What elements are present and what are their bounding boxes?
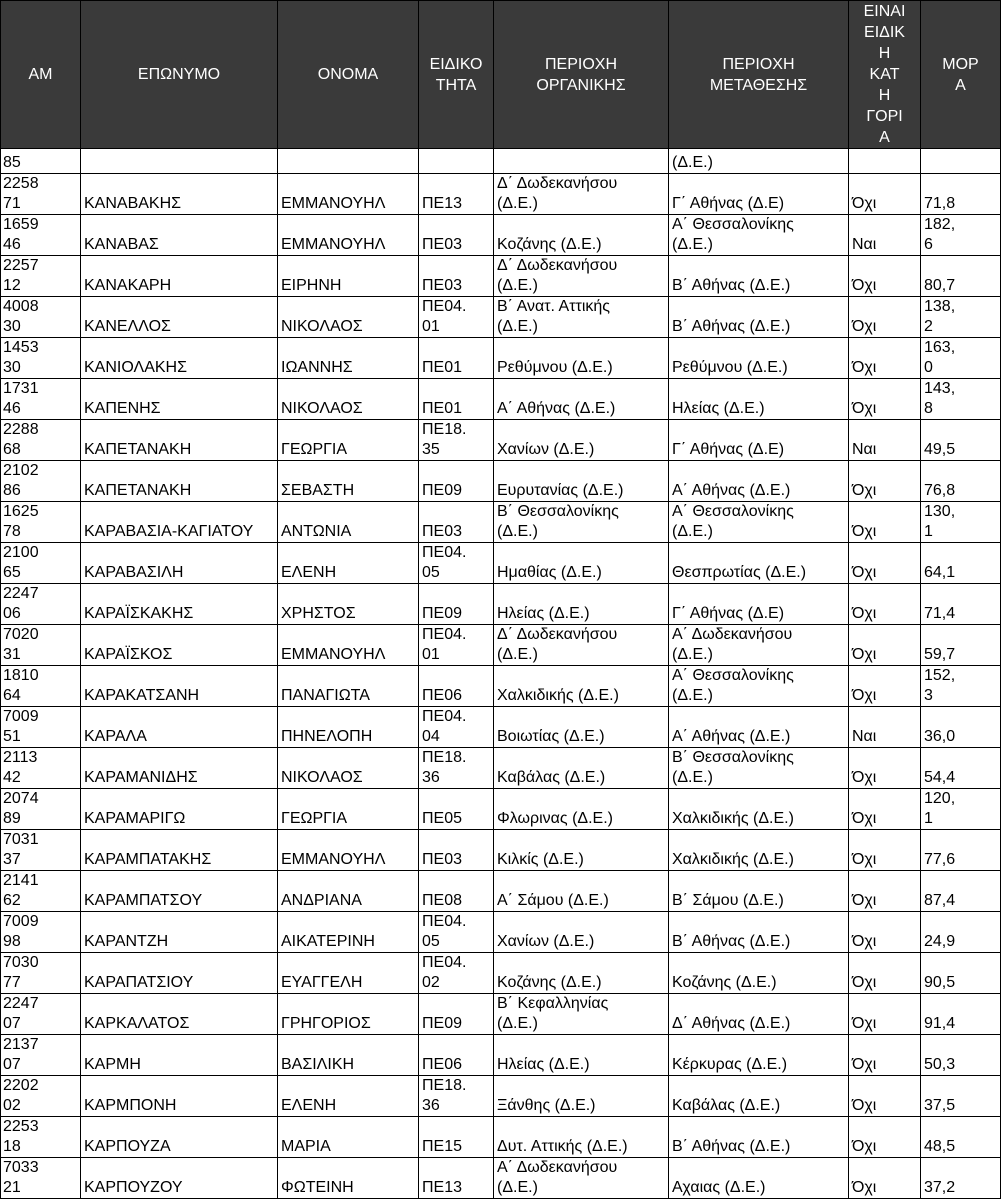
cell-points: 91,4 (921, 994, 1001, 1035)
cell-name: ΕΛΕΝΗ (278, 543, 419, 584)
cell-am: 7009 98 (1, 912, 81, 953)
cell-organic-area: Χανίων (Δ.Ε.) (494, 912, 669, 953)
cell-special-category: Όχι (849, 1076, 921, 1117)
cell-name: ΝΙΚΟΛΑΟΣ (278, 297, 419, 338)
cell-special-category: Ναι (849, 707, 921, 748)
header-special-category: ΕΙΝΑΙ ΕΙΔΙΚ Η ΚΑΤ Η ΓΟΡΙ Α (849, 1, 921, 149)
cell-special-category: Όχι (849, 543, 921, 584)
cell-special-category (849, 149, 921, 174)
cell-surname: ΚΑΝΑΒΑΚΗΣ (81, 174, 278, 215)
cell-specialty: ΠΕ09 (419, 994, 494, 1035)
cell-organic-area: Ηλείας (Δ.Ε.) (494, 1035, 669, 1076)
cell-name: ΠΗΝΕΛΟΠΗ (278, 707, 419, 748)
cell-surname: ΚΑΝΑΚΑΡΗ (81, 256, 278, 297)
cell-am: 2102 86 (1, 461, 81, 502)
cell-organic-area (494, 149, 669, 174)
cell-surname: ΚΑΡΑΛΑ (81, 707, 278, 748)
cell-transfer-area: Κέρκυρας (Δ.Ε.) (669, 1035, 849, 1076)
cell-points: 36,0 (921, 707, 1001, 748)
cell-transfer-area: Β΄ Αθήνας (Δ.Ε.) (669, 912, 849, 953)
cell-organic-area: Ξάνθης (Δ.Ε.) (494, 1076, 669, 1117)
header-organic-area: ΠΕΡΙΟΧΗ ΟΡΓΑΝΙΚΗΣ (494, 1, 669, 149)
cell-points: 49,5 (921, 420, 1001, 461)
cell-surname: ΚΑΡΑΒΑΣΙΑ-ΚΑΓΙΑΤΟΥ (81, 502, 278, 543)
cell-specialty: ΠΕ04. 01 (419, 297, 494, 338)
cell-points: 138, 2 (921, 297, 1001, 338)
cell-name (278, 149, 419, 174)
cell-name: ΑΝΔΡΙΑΝΑ (278, 871, 419, 912)
cell-am: 1659 46 (1, 215, 81, 256)
cell-special-category: Όχι (849, 1117, 921, 1158)
cell-specialty: ΠΕ04. 05 (419, 912, 494, 953)
cell-surname: ΚΑΡΑΜΑΝΙΔΗΣ (81, 748, 278, 789)
cell-special-category: Όχι (849, 379, 921, 420)
cell-am: 2253 18 (1, 1117, 81, 1158)
cell-points: 152, 3 (921, 666, 1001, 707)
cell-specialty: ΠΕ01 (419, 379, 494, 420)
cell-am: 1731 46 (1, 379, 81, 420)
cell-transfer-area: Β΄ Αθήνας (Δ.Ε.) (669, 1117, 849, 1158)
cell-transfer-area: Α΄ Δωδεκανήσου (Δ.Ε.) (669, 625, 849, 666)
cell-points (921, 149, 1001, 174)
cell-specialty: ΠΕ01 (419, 338, 494, 379)
table-row (1, 543, 1001, 584)
cell-name: ΕΜΜΑΝΟΥΗΛ (278, 215, 419, 256)
header-points: ΜΟΡ Α (921, 1, 1001, 149)
table-row (1, 748, 1001, 789)
cell-surname: ΚΑΡΚΑΛΑΤΟΣ (81, 994, 278, 1035)
cell-transfer-area: Β΄ Αθήνας (Δ.Ε.) (669, 256, 849, 297)
cell-am: 2258 71 (1, 174, 81, 215)
cell-surname: ΚΑΝΕΛΛΟΣ (81, 297, 278, 338)
cell-transfer-area: Α΄ Αθήνας (Δ.Ε.) (669, 707, 849, 748)
cell-organic-area: Ημαθίας (Δ.Ε.) (494, 543, 669, 584)
cell-am: 2074 89 (1, 789, 81, 830)
cell-surname: ΚΑΡΑΜΠΑΤΑΚΗΣ (81, 830, 278, 871)
cell-special-category: Ναι (849, 215, 921, 256)
cell-name: ΕΙΡΗΝΗ (278, 256, 419, 297)
cell-points: 120, 1 (921, 789, 1001, 830)
cell-surname: ΚΑΡΑΪΣΚΟΣ (81, 625, 278, 666)
cell-points: 163, 0 (921, 338, 1001, 379)
cell-surname (81, 149, 278, 174)
cell-organic-area: Κοζάνης (Δ.Ε.) (494, 215, 669, 256)
cell-organic-area: Βοιωτίας (Δ.Ε.) (494, 707, 669, 748)
table-row (1, 149, 1001, 174)
cell-organic-area: Χαλκιδικής (Δ.Ε.) (494, 666, 669, 707)
cell-transfer-area: (Δ.Ε.) (669, 149, 849, 174)
cell-special-category: Όχι (849, 461, 921, 502)
table-row (1, 461, 1001, 502)
table-row (1, 420, 1001, 461)
cell-organic-area: Β΄ Ανατ. Αττικής (Δ.Ε.) (494, 297, 669, 338)
cell-specialty: ΠΕ03 (419, 215, 494, 256)
cell-transfer-area: Χαλκιδικής (Δ.Ε.) (669, 789, 849, 830)
cell-organic-area: Δ΄ Δωδεκανήσου (Δ.Ε.) (494, 625, 669, 666)
cell-name: ΝΙΚΟΛΑΟΣ (278, 379, 419, 420)
cell-name: ΣΕΒΑΣΤΗ (278, 461, 419, 502)
header-specialty: ΕΙΔΙΚΟ ΤΗΤΑ (419, 1, 494, 149)
cell-organic-area: Β΄ Κεφαλληνίας (Δ.Ε.) (494, 994, 669, 1035)
cell-name: ΓΕΩΡΓΙΑ (278, 789, 419, 830)
cell-special-category: Όχι (849, 953, 921, 994)
table-row (1, 912, 1001, 953)
cell-transfer-area: Γ΄ Αθήνας (Δ.Ε) (669, 420, 849, 461)
table-row (1, 666, 1001, 707)
cell-points: 80,7 (921, 256, 1001, 297)
cell-organic-area: Δυτ. Αττικής (Δ.Ε.) (494, 1117, 669, 1158)
cell-points: 77,6 (921, 830, 1001, 871)
cell-transfer-area: Αχαιας (Δ.Ε.) (669, 1158, 849, 1199)
cell-surname: ΚΑΡΑΝΤΖΗ (81, 912, 278, 953)
cell-points: 182, 6 (921, 215, 1001, 256)
cell-points: 24,9 (921, 912, 1001, 953)
cell-name: ΑΝΤΩΝΙΑ (278, 502, 419, 543)
cell-am: 2137 07 (1, 1035, 81, 1076)
cell-points: 90,5 (921, 953, 1001, 994)
cell-special-category: Όχι (849, 1158, 921, 1199)
cell-name: ΕΜΜΑΝΟΥΗΛ (278, 830, 419, 871)
cell-specialty: ΠΕ06 (419, 666, 494, 707)
cell-surname: ΚΑΠΕΤΑΝΑΚΗ (81, 420, 278, 461)
cell-surname: ΚΑΡΠΟΥΖΟΥ (81, 1158, 278, 1199)
cell-name: ΝΙΚΟΛΑΟΣ (278, 748, 419, 789)
cell-specialty: ΠΕ04. 05 (419, 543, 494, 584)
cell-specialty: ΠΕ03 (419, 256, 494, 297)
cell-special-category: Ναι (849, 420, 921, 461)
cell-special-category: Όχι (849, 748, 921, 789)
cell-special-category: Όχι (849, 502, 921, 543)
cell-transfer-area: Α΄ Θεσσαλονίκης (Δ.Ε.) (669, 666, 849, 707)
table-body (1, 149, 1001, 1199)
cell-special-category: Όχι (849, 912, 921, 953)
cell-special-category: Όχι (849, 625, 921, 666)
cell-transfer-area: Β΄ Θεσσαλονίκης (Δ.Ε.) (669, 748, 849, 789)
cell-transfer-area: Θεσπρωτίας (Δ.Ε.) (669, 543, 849, 584)
cell-transfer-area: Β΄ Αθήνας (Δ.Ε.) (669, 297, 849, 338)
cell-organic-area: Δ΄ Δωδεκανήσου (Δ.Ε.) (494, 256, 669, 297)
cell-name: ΕΜΜΑΝΟΥΗΛ (278, 625, 419, 666)
cell-points: 143, 8 (921, 379, 1001, 420)
cell-special-category: Όχι (849, 1035, 921, 1076)
table-row (1, 830, 1001, 871)
cell-organic-area: Χανίων (Δ.Ε.) (494, 420, 669, 461)
cell-specialty: ΠΕ08 (419, 871, 494, 912)
cell-transfer-area: Α΄ Θεσσαλονίκης (Δ.Ε.) (669, 215, 849, 256)
cell-name: ΒΑΣΙΛΙΚΗ (278, 1035, 419, 1076)
cell-am: 2113 42 (1, 748, 81, 789)
table-row (1, 1158, 1001, 1199)
table-row (1, 1117, 1001, 1158)
cell-surname: ΚΑΠΕΤΑΝΑΚΗ (81, 461, 278, 502)
header-name: ΟΝΟΜΑ (278, 1, 419, 149)
cell-special-category: Όχι (849, 174, 921, 215)
cell-am: 7033 21 (1, 1158, 81, 1199)
cell-am: 4008 30 (1, 297, 81, 338)
header-transfer-area: ΠΕΡΙΟΧΗ ΜΕΤΑΘΕΣΗΣ (669, 1, 849, 149)
cell-special-category: Όχι (849, 297, 921, 338)
cell-specialty: ΠΕ04. 02 (419, 953, 494, 994)
cell-name: ΕΜΜΑΝΟΥΗΛ (278, 174, 419, 215)
cell-points: 48,5 (921, 1117, 1001, 1158)
cell-am: 85 (1, 149, 81, 174)
cell-organic-area: Ηλείας (Δ.Ε.) (494, 584, 669, 625)
cell-transfer-area: Καβάλας (Δ.Ε.) (669, 1076, 849, 1117)
cell-am: 2100 65 (1, 543, 81, 584)
cell-surname: ΚΑΡΑΒΑΣΙΛΗ (81, 543, 278, 584)
cell-am: 2141 62 (1, 871, 81, 912)
cell-specialty: ΠΕ15 (419, 1117, 494, 1158)
table-row (1, 297, 1001, 338)
table-row (1, 174, 1001, 215)
cell-points: 37,2 (921, 1158, 1001, 1199)
table-row (1, 871, 1001, 912)
cell-transfer-area: Ηλείας (Δ.Ε.) (669, 379, 849, 420)
cell-am: 7009 51 (1, 707, 81, 748)
cell-specialty: ΠΕ05 (419, 789, 494, 830)
cell-name: ΧΡΗΣΤΟΣ (278, 584, 419, 625)
cell-special-category: Όχι (849, 830, 921, 871)
cell-surname: ΚΑΡΑΚΑΤΣΑΝΗ (81, 666, 278, 707)
cell-specialty: ΠΕ13 (419, 1158, 494, 1199)
cell-organic-area: Α΄ Σάμου (Δ.Ε.) (494, 871, 669, 912)
cell-transfer-area: Δ΄ Αθήνας (Δ.Ε.) (669, 994, 849, 1035)
cell-surname: ΚΑΡΜΠΟΝΗ (81, 1076, 278, 1117)
cell-points: 87,4 (921, 871, 1001, 912)
cell-specialty: ΠΕ03 (419, 502, 494, 543)
cell-organic-area: Α΄ Δωδεκανήσου (Δ.Ε.) (494, 1158, 669, 1199)
cell-transfer-area: Α΄ Αθήνας (Δ.Ε.) (669, 461, 849, 502)
cell-organic-area: Ρεθύμνου (Δ.Ε.) (494, 338, 669, 379)
cell-points: 50,3 (921, 1035, 1001, 1076)
cell-name: ΙΩΑΝΝΗΣ (278, 338, 419, 379)
cell-transfer-area: Χαλκιδικής (Δ.Ε.) (669, 830, 849, 871)
table-row (1, 338, 1001, 379)
cell-special-category: Όχι (849, 871, 921, 912)
cell-specialty: ΠΕ18. 35 (419, 420, 494, 461)
cell-special-category: Όχι (849, 584, 921, 625)
cell-organic-area: Ευρυτανίας (Δ.Ε.) (494, 461, 669, 502)
cell-surname: ΚΑΡΑΪΣΚΑΚΗΣ (81, 584, 278, 625)
table-row (1, 994, 1001, 1035)
cell-points: 130, 1 (921, 502, 1001, 543)
cell-transfer-area: Β΄ Σάμου (Δ.Ε.) (669, 871, 849, 912)
cell-points: 59,7 (921, 625, 1001, 666)
cell-am: 2247 06 (1, 584, 81, 625)
cell-points: 64,1 (921, 543, 1001, 584)
cell-name: ΓΡΗΓΟΡΙΟΣ (278, 994, 419, 1035)
table-row (1, 256, 1001, 297)
cell-special-category: Όχι (849, 256, 921, 297)
cell-surname: ΚΑΡΑΜΠΑΤΣΟΥ (81, 871, 278, 912)
cell-points: 71,4 (921, 584, 1001, 625)
table-row (1, 1076, 1001, 1117)
cell-specialty: ΠΕ09 (419, 584, 494, 625)
cell-name: ΦΩΤΕΙΝΗ (278, 1158, 419, 1199)
cell-name: ΕΥΑΓΓΕΛΗ (278, 953, 419, 994)
cell-surname: ΚΑΡΑΜΑΡΙΓΩ (81, 789, 278, 830)
cell-specialty: ΠΕ13 (419, 174, 494, 215)
cell-am: 2202 02 (1, 1076, 81, 1117)
cell-points: 37,5 (921, 1076, 1001, 1117)
table-row (1, 584, 1001, 625)
table-row (1, 953, 1001, 994)
cell-organic-area: Καβάλας (Δ.Ε.) (494, 748, 669, 789)
cell-transfer-area: Κοζάνης (Δ.Ε.) (669, 953, 849, 994)
cell-surname: ΚΑΡΜΗ (81, 1035, 278, 1076)
cell-surname: ΚΑΠΕΝΗΣ (81, 379, 278, 420)
cell-transfer-area: Α΄ Θεσσαλονίκης (Δ.Ε.) (669, 502, 849, 543)
cell-am: 1810 64 (1, 666, 81, 707)
cell-name: ΕΛΕΝΗ (278, 1076, 419, 1117)
cell-am: 7020 31 (1, 625, 81, 666)
cell-name: ΠΑΝΑΓΙΩΤΑ (278, 666, 419, 707)
cell-specialty: ΠΕ09 (419, 461, 494, 502)
cell-surname: ΚΑΡΑΠΑΤΣΙΟΥ (81, 953, 278, 994)
cell-am: 1453 30 (1, 338, 81, 379)
cell-organic-area: Κιλκίς (Δ.Ε.) (494, 830, 669, 871)
table-row (1, 707, 1001, 748)
cell-specialty: ΠΕ18. 36 (419, 1076, 494, 1117)
table-row (1, 1035, 1001, 1076)
table-row (1, 379, 1001, 420)
cell-surname: ΚΑΡΠΟΥΖΑ (81, 1117, 278, 1158)
cell-name: ΓΕΩΡΓΙΑ (278, 420, 419, 461)
cell-surname: ΚΑΝΙΟΛΑΚΗΣ (81, 338, 278, 379)
cell-organic-area: Φλωρινας (Δ.Ε.) (494, 789, 669, 830)
cell-special-category: Όχι (849, 789, 921, 830)
cell-name: ΜΑΡΙΑ (278, 1117, 419, 1158)
cell-name: ΑΙΚΑΤΕΡΙΝΗ (278, 912, 419, 953)
cell-points: 76,8 (921, 461, 1001, 502)
cell-points: 54,4 (921, 748, 1001, 789)
cell-am: 7030 77 (1, 953, 81, 994)
table-row (1, 502, 1001, 543)
header-surname: ΕΠΩΝΥΜΟ (81, 1, 278, 149)
cell-specialty: ΠΕ18. 36 (419, 748, 494, 789)
cell-organic-area: Κοζάνης (Δ.Ε.) (494, 953, 669, 994)
cell-am: 1625 78 (1, 502, 81, 543)
cell-specialty: ΠΕ04. 01 (419, 625, 494, 666)
cell-organic-area: Δ΄ Δωδεκανήσου (Δ.Ε.) (494, 174, 669, 215)
cell-specialty: ΠΕ06 (419, 1035, 494, 1076)
cell-special-category: Όχι (849, 338, 921, 379)
cell-special-category: Όχι (849, 666, 921, 707)
cell-am: 2288 68 (1, 420, 81, 461)
cell-transfer-area: Ρεθύμνου (Δ.Ε.) (669, 338, 849, 379)
cell-transfer-area: Γ΄ Αθήνας (Δ.Ε) (669, 584, 849, 625)
table-row (1, 625, 1001, 666)
cell-specialty: ΠΕ03 (419, 830, 494, 871)
table-row (1, 789, 1001, 830)
cell-special-category: Όχι (849, 994, 921, 1035)
cell-transfer-area: Γ΄ Αθήνας (Δ.Ε) (669, 174, 849, 215)
header-row (1, 1, 1001, 149)
cell-surname: ΚΑΝΑΒΑΣ (81, 215, 278, 256)
cell-points: 71,8 (921, 174, 1001, 215)
table-header (1, 1, 1001, 149)
header-am: ΑΜ (1, 1, 81, 149)
cell-specialty: ΠΕ04. 04 (419, 707, 494, 748)
table-row (1, 215, 1001, 256)
cell-am: 7031 37 (1, 830, 81, 871)
cell-am: 2257 12 (1, 256, 81, 297)
cell-organic-area: Β΄ Θεσσαλονίκης (Δ.Ε.) (494, 502, 669, 543)
cell-organic-area: Α΄ Αθήνας (Δ.Ε.) (494, 379, 669, 420)
cell-am: 2247 07 (1, 994, 81, 1035)
cell-specialty (419, 149, 494, 174)
